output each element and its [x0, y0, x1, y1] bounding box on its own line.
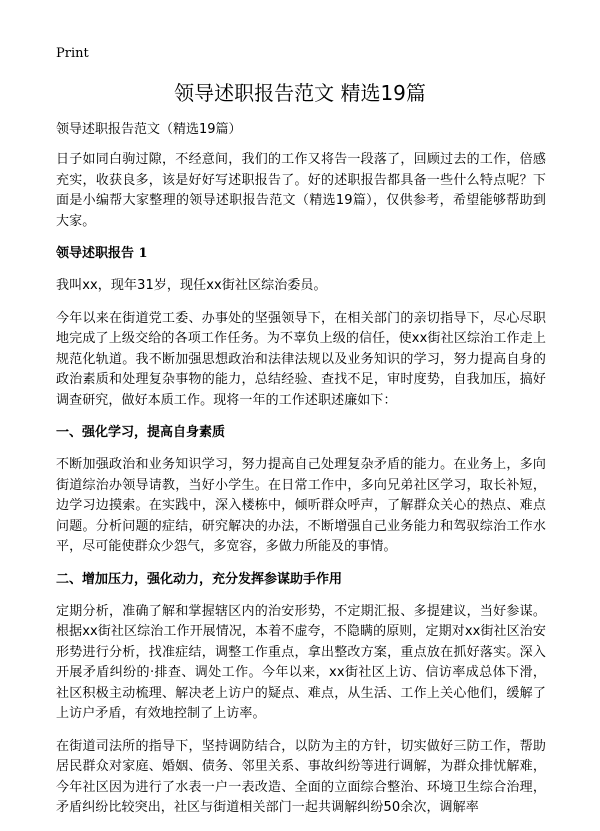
page-title: 领导述职报告范文 精选19篇	[174, 81, 426, 105]
paragraph-analysis: 定期分析，准确了解和掌握辖区内的治安形势，不定期汇报、多提建议，当好参谋。根据xx街社区综治工作开展情况，本着不虚夸，不隐瞒的原则，定期对xx街社区治安形势进行分析，找准症结，调整工作重点，拿出整改方案，重点放在抓好落实。深入开展矛盾纠纷的·排查、调处工作。今年以来，xx街社区上访、信访率成总体下滑，社区积极主动梳理、解决老上访户的疑点、难点，从生活、工作上关心他们，缓解了上访户矛盾，有效地控制了上访率。	[56, 603, 546, 721]
paragraph-mediation: 在街道司法所的指导下，坚持调防结合，以防为主的方针，切实做好三防工作，帮助居民群众对家庭、婚姻、债务、邻里关系、事故纠纷等进行调解，为群众排忧解难，今年社区因为进行了水表一户一表改造、全面的立面综合整治、环境卫生综合治理，矛盾纠纷比较突出，社区与街道相关部门一起共调解纠纷50余次，调解率	[56, 738, 546, 815]
section-heading: 领导述职报告 1	[56, 246, 148, 261]
heading-strengthen-study: 一、强化学习，提高自身素质	[56, 425, 226, 440]
document-subtitle: 领导述职报告范文（精选19篇）	[56, 122, 242, 137]
heading-increase-pressure: 二、增加压力，强化动力，充分发挥参谋助手作用	[56, 571, 343, 587]
document-body	[56, 121, 546, 831]
paragraph-overview: 今年以来在街道党工委、办事处的坚强领导下，在相关部门的亲切指导下，尽心尽职地完成了上级交给的各项工作任务。为不辜负上级的信任，使xx街社区综治工作走上规范化轨道。我不断加强思想政治和法律法规以及业务知识的学习，努力提高自身的政治素质和处理复杂事物的能力，总结经验、查找不足，审时度势，自我加压，搞好调查研究，做好本质工作。现将一年的工作述职述廉如下：	[56, 310, 546, 408]
print-link[interactable]: Print	[56, 46, 89, 61]
intro-paragraph: 日子如同白驹过隙，不经意间，我们的工作又将告一段落了，回顾过去的工作，倍感充实，收获良多，该是好好写述职报告了。好的述职报告都具备一些什么特点呢？下面是小编帮大家整理的领导述职报告范文（精选19篇），仅供参考，希望能够帮助到大家。	[56, 152, 546, 229]
paragraph-self-intro: 我叫xx，现年31岁，现任xx街社区综治委员。	[56, 278, 327, 293]
paragraph-study: 不断加强政治和业务知识学习，努力提高自己处理复杂矛盾的能力。在业务上，多向街道综治办领导请教，当好小学生。在日常工作中，多向兄弟社区学习，取长补短，边学习边摸索。在实践中，深入楼栋中，倾听群众呼声，了解群众关心的热点、难点问题。分析问题的症结，研究解决的办法，不断增强自己业务能力和驾驭综治工作水平，尽可能使群众少怨气，多宽容，多做力所能及的事情。	[56, 457, 546, 554]
